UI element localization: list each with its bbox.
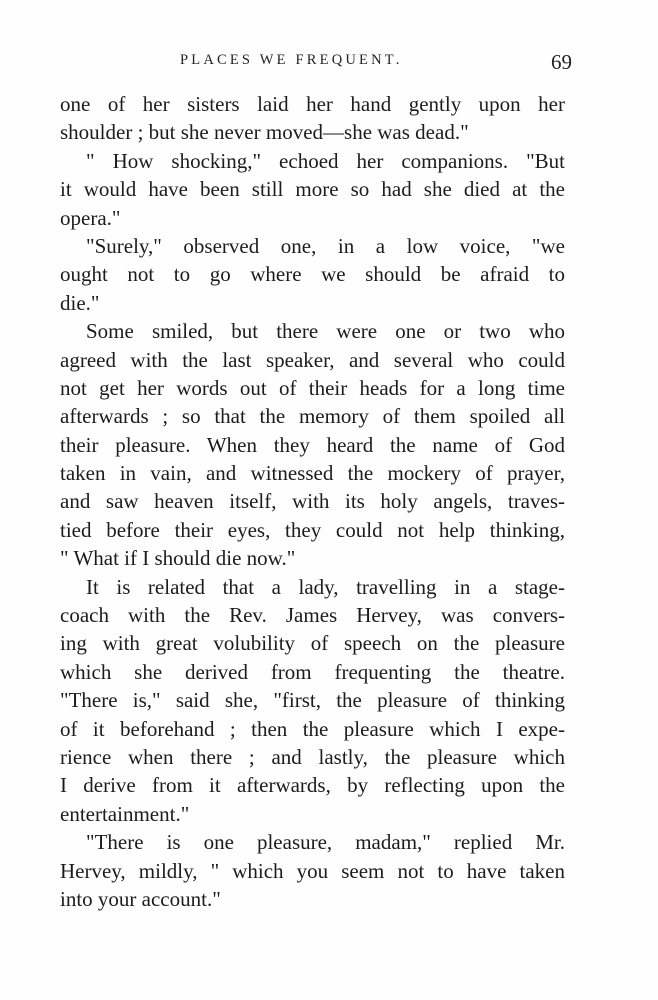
text-line: taken in vain, and witnessed the mockery of prayer,: [60, 461, 565, 486]
text-line: ing with great volubility of speech on the pleasure: [60, 631, 565, 656]
text-line: ought not to go where we should be afraid to: [60, 262, 565, 287]
text-line: it would have been still more so had she died at the: [60, 177, 565, 202]
body-text: [60, 90, 565, 913]
text-line: "Surely," observed one, in a low voice, "we: [86, 233, 565, 258]
text-line: agreed with the last speaker, and several who could: [60, 347, 565, 372]
text-line: entertainment.": [60, 801, 190, 826]
running-head: [60, 50, 570, 80]
text-line: coach with the Rev. James Hervey, was convers-: [60, 603, 565, 628]
text-line: tied before their eyes, they could not help thinking,: [60, 517, 565, 542]
text-line: Some smiled, but there were one or two who: [86, 319, 565, 344]
text-line: of it beforehand ; then the pleasure which I expe-: [60, 716, 565, 741]
page-number: 69: [551, 50, 572, 74]
text-line: rience when there ; and lastly, the pleasure which: [60, 744, 565, 769]
text-line: into your account.": [60, 886, 221, 911]
text-line: It is related that a lady, travelling in a stage-: [86, 574, 565, 599]
text-line: their pleasure. When they heard the name of God: [60, 432, 565, 457]
text-line: which she derived from frequenting the theatre.: [60, 659, 565, 684]
text-line: "There is," said she, "first, the pleasure of thinking: [60, 688, 565, 713]
text-line: Hervey, mildly, " which you seem not to have taken: [60, 858, 565, 883]
running-title: PLACES WE FREQUENT.: [180, 52, 403, 68]
text-line: " How shocking," echoed her companions. "But: [86, 148, 565, 173]
text-line: shoulder ; but she never moved—she was dead.": [60, 120, 469, 145]
text-line: not get her words out of their heads for a long time: [60, 375, 565, 400]
text-line: " What if I should die now.": [60, 546, 296, 571]
text-line: opera.": [60, 205, 121, 230]
text-line: I derive from it afterwards, by reflecting upon the: [60, 773, 565, 798]
text-line: afterwards ; so that the memory of them spoiled all: [60, 404, 565, 429]
text-line: "There is one pleasure, madam," replied Mr.: [86, 830, 565, 855]
text-line: and saw heaven itself, with its holy angels, traves-: [60, 489, 565, 514]
text-line: one of her sisters laid her hand gently upon her: [60, 92, 565, 116]
text-line: die.": [60, 290, 100, 315]
